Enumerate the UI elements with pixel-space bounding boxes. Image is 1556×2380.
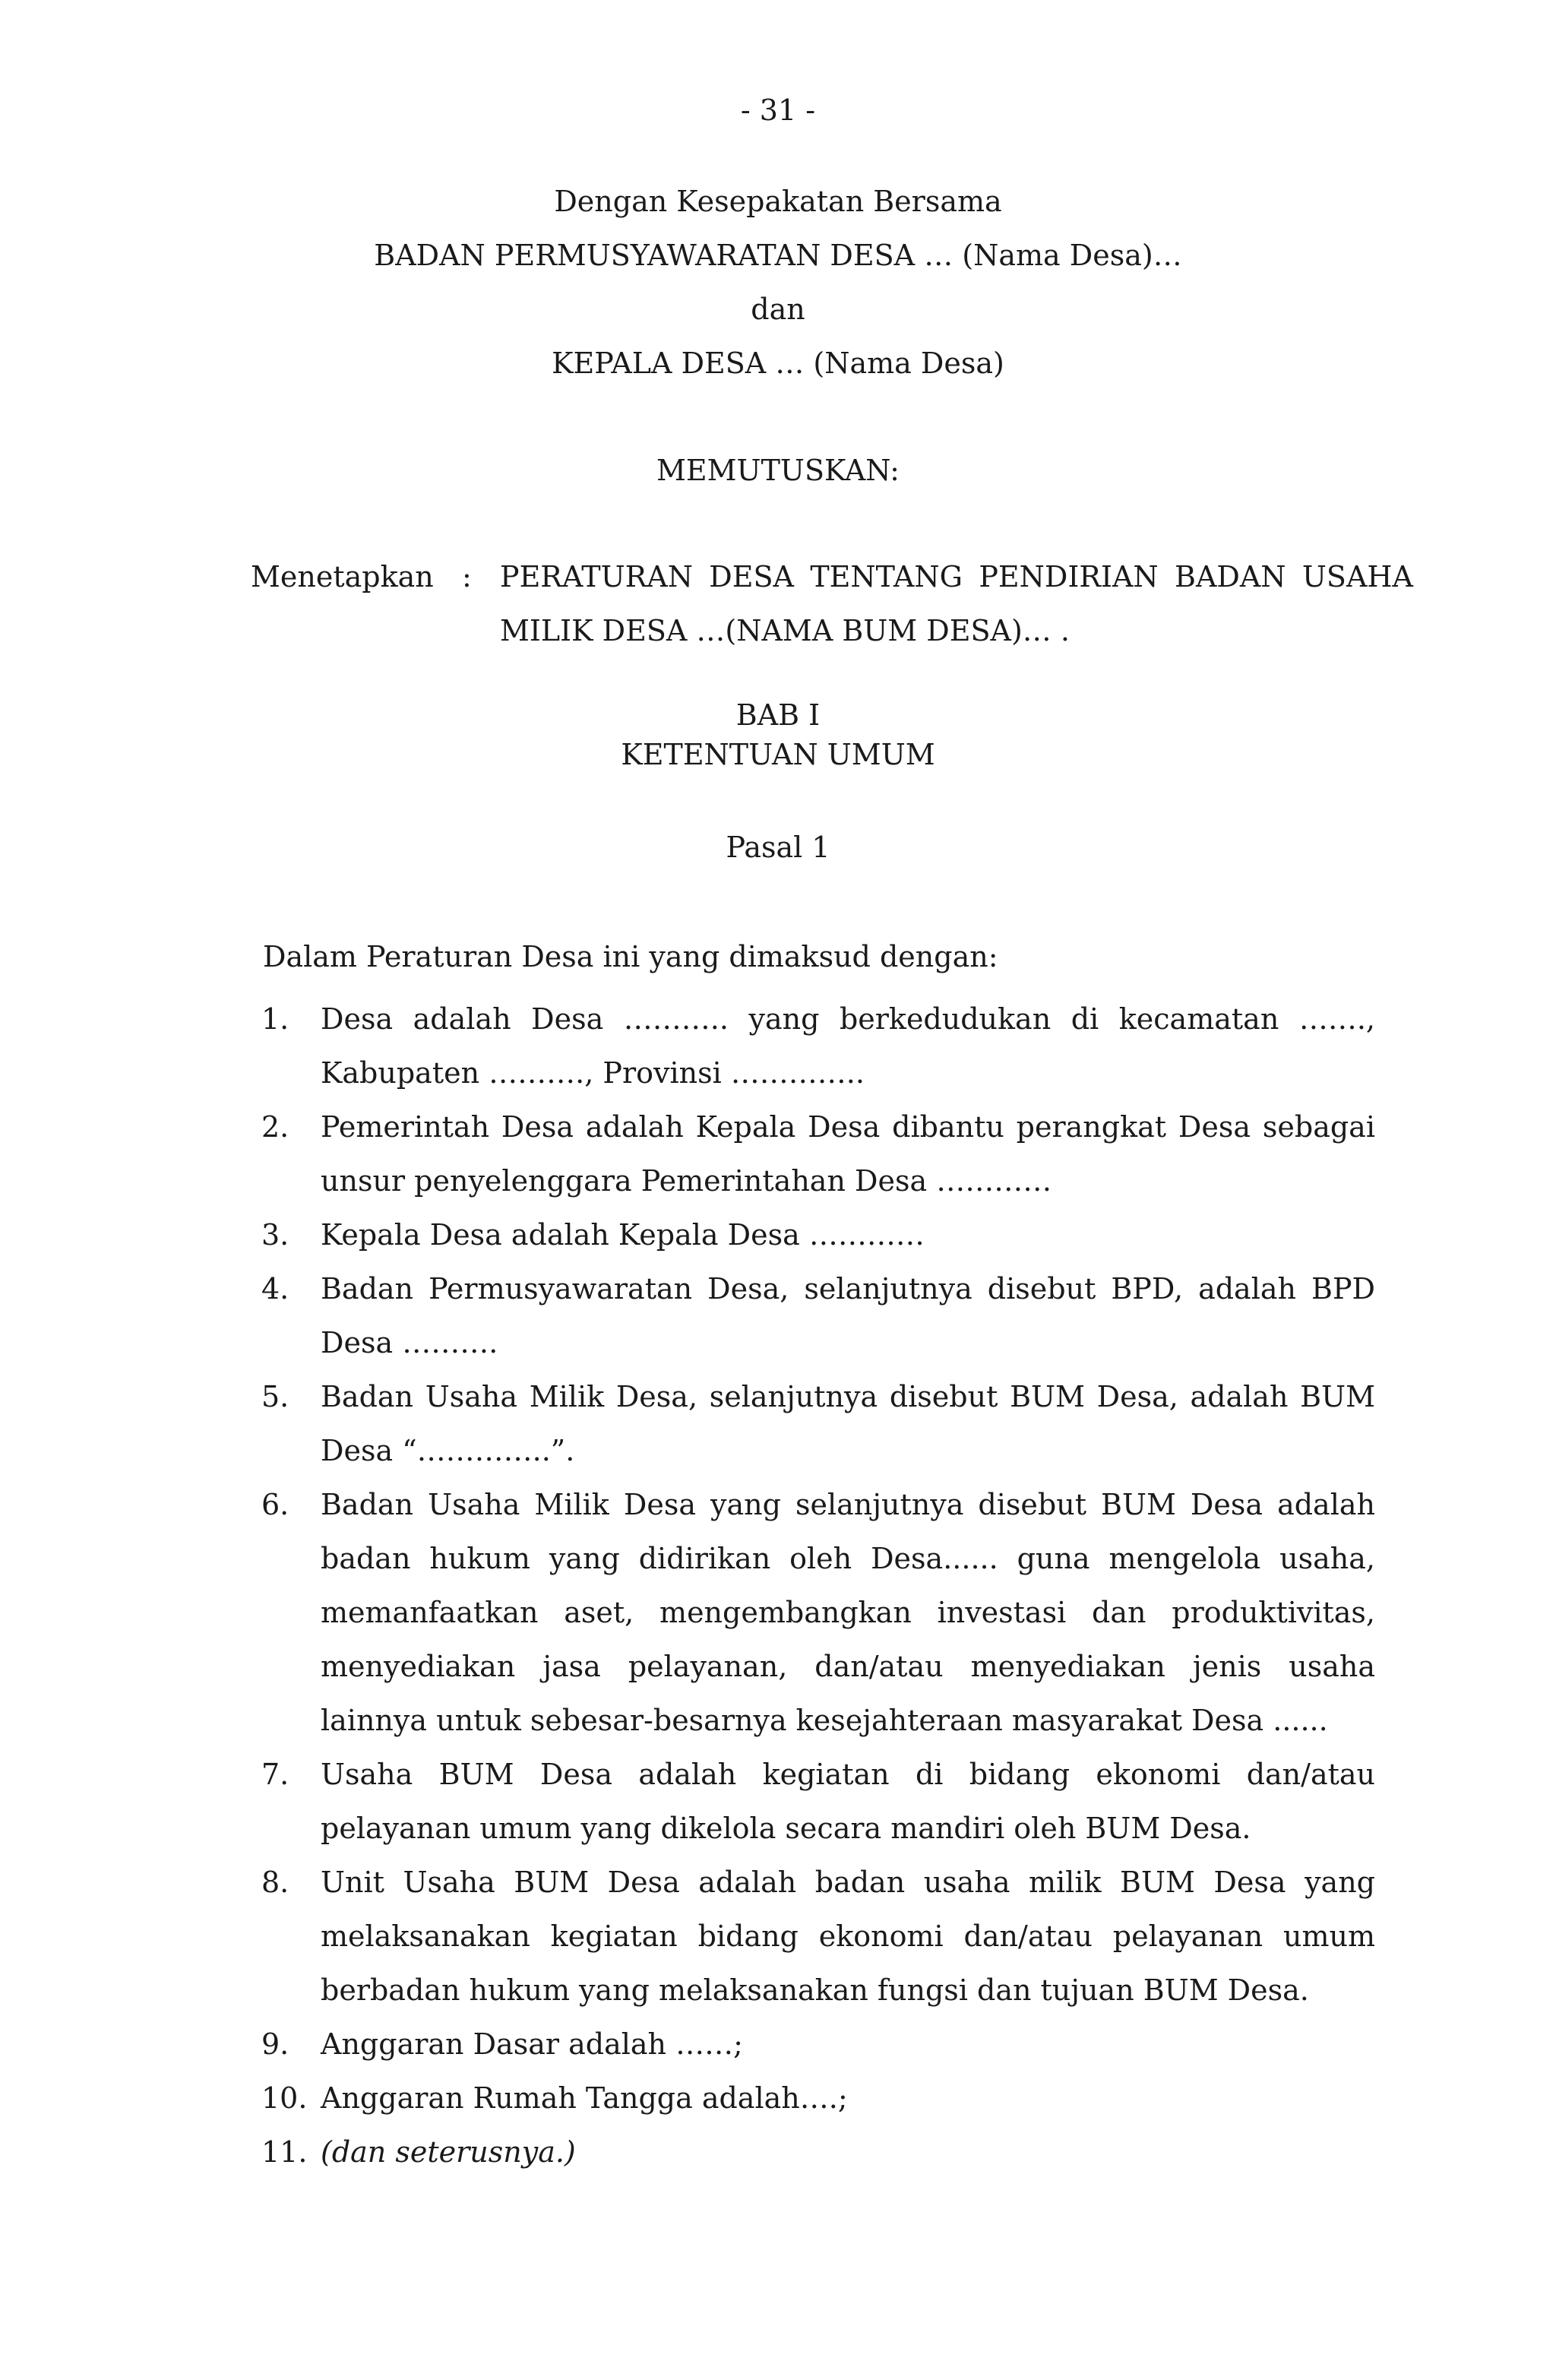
definitions-intro: Dalam Peraturan Desa ini yang dimaksud dengan: bbox=[263, 940, 998, 973]
regulation-title-line2: MILIK DESA …(NAMA BUM DESA)… . bbox=[500, 614, 1070, 647]
conjunction-line: dan bbox=[751, 293, 805, 326]
item-number: 1. bbox=[261, 1002, 289, 1036]
chapter-title: KETENTUAN UMUM bbox=[621, 738, 935, 771]
menetapkan-colon: : bbox=[462, 560, 472, 593]
item-number: 11. bbox=[261, 2135, 308, 2169]
list-item bbox=[261, 2071, 1375, 2125]
item-text: Badan Permusyawaratan Desa, selanjutnya disebut BPD, adalah BPD Desa ………. bbox=[321, 1272, 1375, 1359]
list-item bbox=[261, 2018, 1375, 2071]
list-item bbox=[261, 1748, 1375, 1856]
list-item bbox=[261, 1370, 1375, 1478]
agreement-line: Dengan Kesepakatan Bersama bbox=[554, 185, 1002, 218]
item-text: Usaha BUM Desa adalah kegiatan di bidang ekonomi dan/atau pelayanan umum yang dikelola secara mandiri oleh BUM Desa. bbox=[321, 1758, 1375, 1845]
list-item bbox=[261, 1208, 1375, 1262]
item-number: 4. bbox=[261, 1272, 289, 1306]
item-number: 10. bbox=[261, 2081, 308, 2115]
menetapkan-label: Menetapkan bbox=[251, 560, 434, 593]
article-heading: Pasal 1 bbox=[726, 831, 830, 864]
item-number: 6. bbox=[261, 1488, 289, 1521]
item-text: Desa adalah Desa ……….. yang berkedudukan di kecamatan ……., Kabupaten ………., Provinsi ………….. bbox=[321, 1002, 1375, 1090]
item-number: 5. bbox=[261, 1380, 289, 1413]
list-item bbox=[261, 1100, 1375, 1208]
definitions-list bbox=[261, 992, 1375, 2179]
item-number: 7. bbox=[261, 1758, 289, 1791]
decision-heading: MEMUTUSKAN: bbox=[656, 454, 900, 487]
village-head-line: KEPALA DESA … (Nama Desa) bbox=[552, 347, 1004, 380]
item-number: 3. bbox=[261, 1218, 289, 1252]
item-text: Badan Usaha Milik Desa yang selanjutnya disebut BUM Desa adalah badan hukum yang didirikan oleh Desa...... guna mengelola usaha, memanfaatkan aset, mengembangkan investasi dan produktivitas, menyediakan jasa pelayanan, dan/atau menyediakan jenis usaha lainnya untuk sebesar-besarnya kesejahteraan masyarakat Desa ...... bbox=[321, 1488, 1375, 1737]
item-text: Pemerintah Desa adalah Kepala Desa dibantu perangkat Desa sebagai unsur penyelenggara Pemerintahan Desa ………… bbox=[321, 1110, 1375, 1198]
chapter-number: BAB I bbox=[735, 698, 821, 732]
list-item bbox=[261, 992, 1375, 1100]
item-number: 9. bbox=[261, 2027, 289, 2061]
bpd-line: BADAN PERMUSYAWARATAN DESA … (Nama Desa)… bbox=[374, 239, 1182, 272]
list-item bbox=[261, 1856, 1375, 2018]
item-text: (dan seterusnya.) bbox=[321, 2135, 576, 2169]
list-item bbox=[261, 1262, 1375, 1370]
item-text: Anggaran Dasar adalah ……; bbox=[321, 2027, 743, 2061]
item-text: Anggaran Rumah Tangga adalah….; bbox=[321, 2081, 848, 2115]
regulation-title-line1: PERATURAN DESA TENTANG PENDIRIAN BADAN USAHA bbox=[500, 560, 1413, 593]
item-text: Badan Usaha Milik Desa, selanjutnya disebut BUM Desa, adalah BUM Desa “…………..”. bbox=[321, 1380, 1375, 1467]
item-number: 2. bbox=[261, 1110, 289, 1144]
item-text: Unit Usaha BUM Desa adalah badan usaha milik BUM Desa yang melaksanakan kegiatan bidang ekonomi dan/atau pelayanan umum berbadan hukum yang melaksanakan fungsi dan tujuan BUM Desa. bbox=[321, 1866, 1375, 2007]
list-item bbox=[261, 1478, 1375, 1748]
page-number: - 31 - bbox=[740, 93, 816, 127]
item-number: 8. bbox=[261, 1866, 289, 1899]
item-text: Kepala Desa adalah Kepala Desa ………… bbox=[321, 1218, 925, 1252]
list-item bbox=[261, 2125, 1375, 2179]
